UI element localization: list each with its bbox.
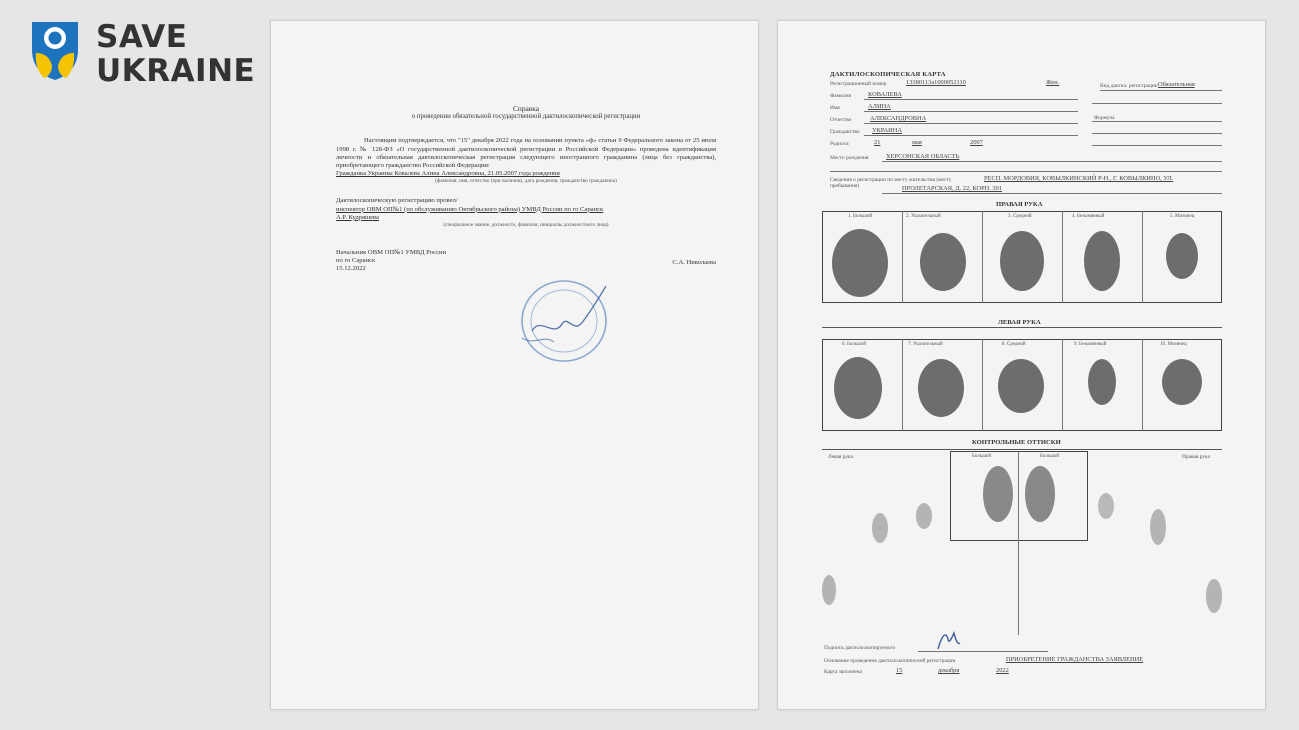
filled-year: 2022 — [996, 667, 1009, 674]
basis-label: Основание проведения дактилоскопической регистрации — [824, 658, 956, 664]
right-ring-fingerprint-icon — [1082, 229, 1122, 293]
residence-label: Сведения о регистрации по месту жительства (месту пребывания) — [830, 177, 952, 189]
control-left-hand-label: Левая рука — [828, 454, 853, 460]
right-finger-3-label: 3. Средний — [1008, 214, 1032, 219]
certificate-page — [270, 20, 759, 710]
reg-type-label: Вид дактил. регистрации — [1100, 83, 1158, 89]
control-right-hand-label: Правая рука — [1182, 454, 1210, 460]
fingerprint-card-page — [777, 20, 1266, 710]
gender-value: Жен. — [1046, 79, 1060, 86]
chief-block — [336, 249, 506, 274]
chief-name: С.А. Николаева — [672, 259, 716, 267]
right-finger-4-label: 4. Безымянный — [1072, 214, 1105, 219]
birthplace-value: ХЕРСОНСКАЯ ОБЛАСТЬ — [886, 153, 960, 160]
birth-year: 2007 — [970, 139, 983, 146]
right-little-fingerprint-icon — [1164, 231, 1200, 281]
officer-hint: (специальное звание, должность, фамилия, инициалы должностного лица) — [443, 222, 609, 229]
official-stamp-icon — [514, 276, 614, 366]
birth-day: 21 — [874, 139, 881, 146]
logo-line-1: SAVE — [96, 19, 188, 55]
birth-label: Родился — [830, 141, 849, 147]
right-middle-fingerprint-icon — [998, 229, 1046, 293]
certificate-citizen: Гражданка Украины Ковалева Алина Александровна, 21.05.2007 года рождения — [336, 170, 560, 178]
birth-month: мая — [912, 139, 922, 146]
control-left-thumb-fingerprint-icon — [982, 465, 1014, 523]
birthplace-label: Место рождения — [830, 155, 869, 161]
left-finger-9-label: 9. Безымянный — [1074, 342, 1107, 347]
certificate-body: Настоящим подтверждается, что "15" декабря 2022 года на основании пункта «ф» статьи 9 Федерального закона от 25 июля 1998 г. № 128-ФЗ «О государственной дактилоскопической регистрации в Российской Федерации» проведена идентификация личности и обязательная дактилоскопическая регистрация следующего иностранного гражданина (лица без гражданства), приобретающего гражданство Российской Федерации: — [336, 137, 716, 170]
right-index-fingerprint-icon — [918, 231, 968, 293]
control-impressions-title: КОНТРОЛЬНЫЕ ОТТИСКИ — [972, 439, 1061, 446]
surname-label: Фамилия — [830, 93, 852, 99]
control-right-finger-2-icon — [1148, 507, 1168, 547]
right-thumb-fingerprint-icon — [830, 227, 890, 299]
save-ukraine-emblem-icon — [30, 20, 80, 82]
right-finger-5-label: 5. Мизинец — [1170, 214, 1195, 219]
chief-line-2: по го Саранск — [336, 257, 376, 265]
card-title: ДАКТИЛОСКОПИЧЕСКАЯ КАРТА — [830, 71, 946, 78]
certificate-citizen-hint: (фамилия, имя, отчество (при наличии), дата рождения, гражданство гражданина) — [435, 178, 617, 185]
left-little-fingerprint-icon — [1160, 357, 1204, 407]
right-finger-2-label: 2. Указательный — [906, 214, 941, 219]
reg-number-label: Регистрационный номер — [830, 81, 887, 87]
left-index-fingerprint-icon — [916, 357, 966, 419]
name-label: Имя — [830, 105, 840, 111]
filled-month: декабря — [938, 667, 960, 674]
conducted-block — [336, 197, 716, 229]
control-right-thumb-fingerprint-icon — [1024, 465, 1056, 523]
certificate-subtitle: о проведении обязательной государственной дактилоскопической регистрации — [411, 113, 641, 121]
left-hand-title: ЛЕВАЯ РУКА — [998, 319, 1041, 326]
filled-day: 15 — [896, 667, 903, 674]
name-value: АЛИНА — [868, 103, 891, 110]
formula-label: Формула — [1094, 115, 1115, 121]
certificate-date: 15.12.2022 — [336, 265, 366, 273]
control-thumb-right-label: Большой — [1040, 454, 1060, 459]
conducted-by: инспектор ОВМ ОП№1 (по обслуживанию Октябрьского района) УМВД России по го Саранск — [336, 205, 604, 213]
chief-line-1: Начальник ОВМ ОП№1 УМВД России — [336, 249, 447, 257]
surname-value: КОВАЛЕВА — [868, 91, 902, 98]
reg-number-value: 13380113a1000052110 — [906, 79, 966, 86]
control-right-finger-3-icon — [1204, 577, 1224, 615]
right-finger-1-label: 1. Большой — [848, 214, 873, 219]
control-thumbs-box — [950, 451, 1088, 541]
left-middle-fingerprint-icon — [996, 357, 1046, 415]
filled-label: Карта заполнена — [824, 669, 862, 675]
residence-line-2: ПРОЛЕТАРСКАЯ, Д. 22, КОРП. 301 — [902, 185, 1003, 192]
officer-name: А.Р. Кудряшева — [336, 213, 379, 221]
patronymic-label: Отчество — [830, 117, 852, 123]
citizenship-label: Гражданство — [830, 129, 860, 135]
logo-line-2: UKRAINE — [96, 53, 256, 89]
right-hand-title: ПРАВАЯ РУКА — [996, 201, 1043, 208]
left-finger-7-label: 7. Указательный — [908, 342, 943, 347]
basis-value: ПРИОБРЕТЕНИЕ ГРАЖДАНСТВА ЗАЯВЛЕНИЕ — [1006, 656, 1144, 663]
left-finger-10-label: 10. Мизинец — [1160, 342, 1187, 347]
control-right-finger-1-icon — [1096, 491, 1116, 521]
signature-label: Подпись дактилоскопируемого — [824, 645, 896, 651]
control-thumb-left-label: Большой — [972, 454, 992, 459]
left-ring-fingerprint-icon — [1086, 357, 1118, 407]
control-left-finger-1-icon — [870, 511, 890, 545]
certificate-title: Справка — [512, 104, 540, 113]
logo-text — [96, 20, 255, 88]
control-left-finger-3-icon — [820, 573, 838, 607]
signature-icon — [936, 629, 962, 653]
control-left-finger-2-icon — [914, 501, 934, 531]
citizenship-value: УКРАИНА — [872, 127, 902, 134]
fingerprint-card — [778, 21, 1265, 709]
left-finger-8-label: 8. Средний — [1002, 342, 1026, 347]
left-thumb-fingerprint-icon — [832, 355, 884, 421]
residence-line-1: РЕСП. МОРДОВИЯ, КОВЫЛКИНСКИЙ Р-Н., Г. КОВЫЛКИНО, УЛ. — [984, 175, 1174, 182]
save-ukraine-logo — [30, 20, 260, 90]
conducted-label: Дактилоскопическую регистрацию провел/ — [336, 197, 458, 205]
left-finger-6-label: 6. Большой — [842, 342, 867, 347]
reg-type-value: Обязательная — [1158, 81, 1195, 88]
patronymic-value: АЛЕКСАНДРОВНА — [870, 115, 927, 122]
